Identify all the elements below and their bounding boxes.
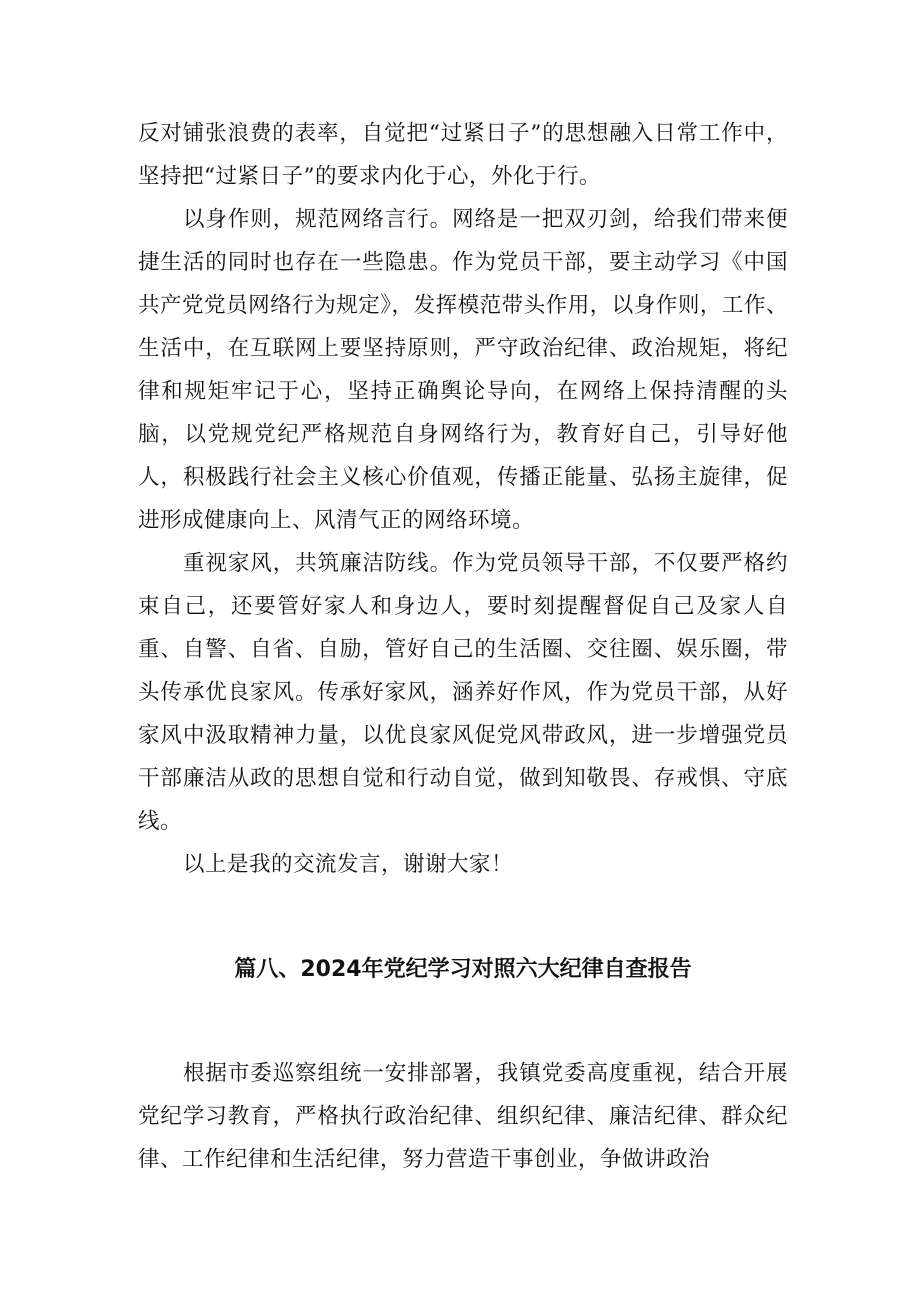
paragraph-frugality-end: 反对铺张浪费的表率，自觉把“过紧日子”的思想融入日常工作中，坚持把“过紧日子”的要求内化于心，外化于行。 (138, 121, 788, 189)
paragraph-family-tradition: 重视家风，共筑廉洁防线。作为党员领导干部，不仅要严格约束自己，还要管好家人和身边人，要时刻提醒督促自己及家人自重、自警、自省、自励，管好自己的生活圈、交往圈、娱乐圈，带头传承优良家风。传承好家风，涵养好作风，作为党员干部，从好家风中汲取精神力量，以优良家风促党风带政风，进一步增强党员干部廉洁从政的思想自觉和行动自觉，做到知敬畏、存戒惧、守底线。 (138, 551, 788, 834)
section-body (138, 1052, 788, 1181)
document-page (138, 112, 788, 1181)
paragraph-online-conduct: 以身作则，规范网络言行。网络是一把双刃剑，给我们带来便捷生活的同时也存在一些隐患。作为党员干部，要主动学习《中国共产党党员网络行为规定》，发挥模范带头作用，以身作则，工作、生活中，在互联网上要坚持原则，严守政治纪律、政治规矩，将纪律和规矩牢记于心，坚持正确舆论导向，在网络上保持清醒的头脑，以党规党纪严格规范自身网络行为，教育好自己，引导好他人，积极践行社会主义核心价值观，传播正能量、弘扬主旋律，促进形成健康向上、风清气正的网络环境。 (138, 207, 788, 533)
paragraph-closing-remark: 以上是我的交流发言，谢谢大家！ (183, 852, 514, 877)
paragraph-report-intro: 根据市委巡察组统一安排部署，我镇党委高度重视，结合开展党纪学习教育，严格执行政治纪律、组织纪律、廉洁纪律、群众纪律、工作纪律和生活纪律，努力营造干事创业，争做讲政治 (138, 1061, 788, 1172)
section-heading: 篇八、2024年党纪学习对照六大纪律自查报告 (234, 957, 692, 982)
